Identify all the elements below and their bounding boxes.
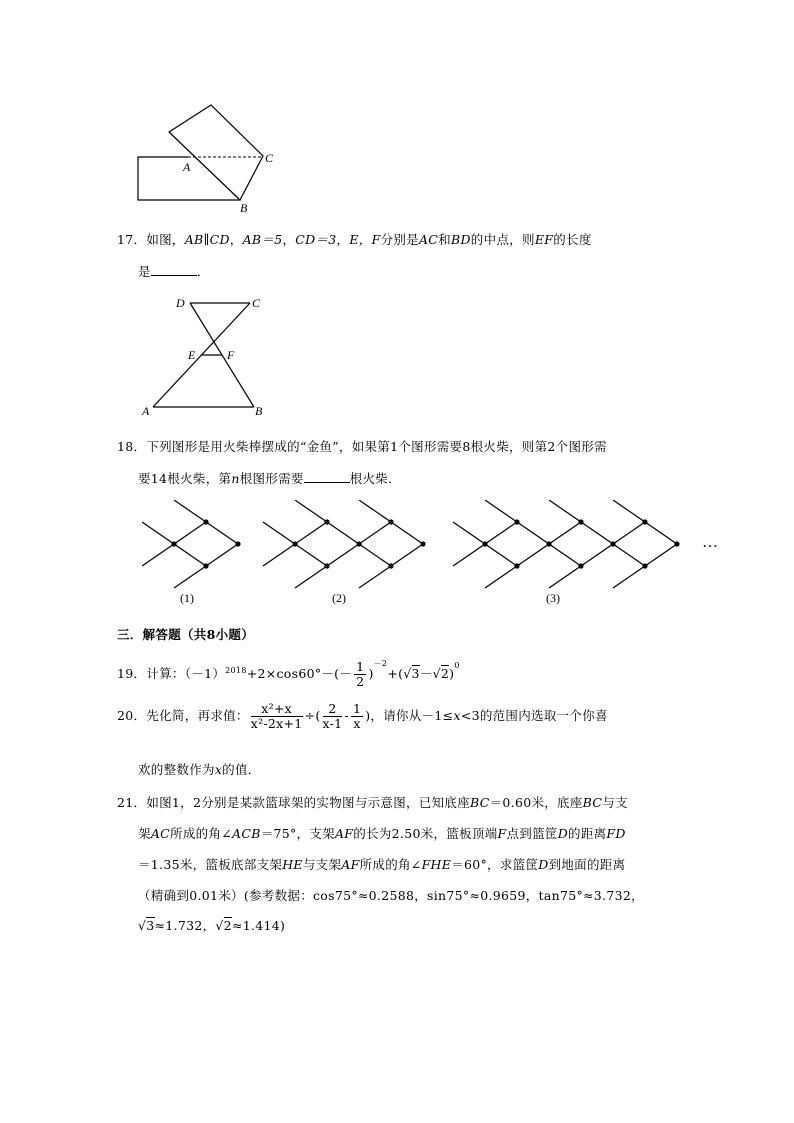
q18-line2-a: 要14根火柴，第 [138, 471, 232, 486]
q21-ac: AC [150, 826, 171, 841]
q18-number: 18． [117, 439, 147, 454]
fish-figures [142, 500, 680, 588]
fish-2-seg0-c [327, 522, 359, 544]
q18-caption-3: (3) [546, 591, 560, 605]
fish-2-seg1-top [359, 500, 391, 522]
fish-1-dot-head [235, 541, 240, 546]
q21-line3-c: 所成的角∠ [359, 857, 422, 872]
fish-3-dot-top-0 [514, 519, 519, 524]
fish-2-seg1-bottom [359, 566, 391, 588]
q21-line2-d: 的长为2.50米，篮板顶端 [353, 826, 498, 841]
q17-text2: 分别是 [380, 232, 419, 247]
q20-frac1 [251, 702, 303, 731]
fish-2-seg0-top [295, 500, 327, 522]
q20-close: )，请你从－1≤ [365, 708, 454, 723]
q21-radical-2: √2 [215, 918, 232, 933]
q20-frac3 [351, 702, 363, 731]
fish-3-seg1-d [581, 544, 613, 566]
q21-af2: AF [341, 857, 360, 872]
q21-line1-b: ＝0.60米，底座 [489, 795, 583, 810]
q21-line5-b: ≈1.732， [154, 918, 216, 933]
q21-radical-3: √3 [138, 918, 155, 933]
q21-line2-a: 架 [138, 826, 151, 841]
fig17-label-d: D [176, 296, 185, 310]
q17-text4: 的中点，则 [470, 232, 535, 247]
q18-line1 [117, 437, 607, 455]
q17-sep3: ， [336, 232, 350, 247]
fish-2-dot-bottom-0 [324, 563, 329, 568]
q17-sep: ， [229, 232, 243, 247]
q20-den3: x [353, 716, 361, 731]
q19-fraction [354, 660, 366, 689]
fig17-label-f: F [227, 348, 235, 362]
fish-3-dot-1 [546, 541, 551, 546]
q19-base: （－1） [184, 666, 226, 681]
q20-line2-x: x [214, 762, 223, 777]
q17-ab: AB＝5 [242, 232, 283, 247]
q18-answer-blank[interactable] [304, 470, 350, 483]
q19-minus: － [419, 666, 433, 681]
q17-answer-blank[interactable] [151, 263, 197, 276]
q20-number: 20． [117, 708, 147, 723]
q20-div: ÷( [304, 708, 321, 723]
q18-ellipsis: … [702, 534, 718, 551]
q21-line3-b: 与支架 [302, 857, 342, 872]
fish-1-tail-bottom [142, 544, 174, 566]
fish-3-seg1-c [581, 522, 613, 544]
fish-3-dot-2 [610, 541, 615, 546]
q20-minus: - [344, 708, 349, 723]
q19-frac-num: 1 [356, 659, 365, 674]
fish-1-tail-top [142, 522, 174, 544]
fig16-diagonal [169, 132, 240, 200]
q20-line2-a: 欢的整数作为 [138, 762, 215, 777]
fish-3-seg0-b [485, 544, 517, 566]
q19-label: 计算： [146, 666, 185, 681]
fish-1-dot-0 [171, 541, 176, 546]
q21-line2-c: ＝75°，支架 [260, 826, 335, 841]
fish-3-seg2-d [645, 544, 677, 566]
q21-line1-c: 与支 [602, 795, 628, 810]
q19-part4: +( [387, 666, 404, 681]
q18-caption-1: (1) [180, 591, 194, 605]
q21-d2: D [538, 857, 549, 872]
fish-3-seg1-b [549, 544, 581, 566]
fig17-label-e: E [188, 348, 196, 362]
q21-f: F [497, 826, 507, 841]
q21-line3 [138, 855, 625, 873]
q17-ef: E，F [349, 232, 381, 247]
q19-part3: ) [368, 666, 374, 681]
q20-den2: x-1 [322, 716, 343, 731]
q21-bc: BC [470, 795, 490, 810]
q19-part5: ) [449, 666, 455, 681]
fish-3-seg1-a [549, 522, 581, 544]
q17-text5: 的长度 [553, 232, 592, 247]
q17-line1 [117, 230, 592, 248]
q21-line3-d: ＝60°，求篮筐 [451, 857, 539, 872]
fish-3-dot-0 [482, 541, 487, 546]
q19-radical-3: √3 [403, 666, 420, 681]
fish-1-seg0-d [206, 544, 238, 566]
fish-1-seg0-a [174, 522, 206, 544]
q21-line4: （精确到0.01米）(参考数据：cos75°≈0.2588，sin75°≈0.9659，tan75°≈3.732， [138, 888, 644, 903]
q17-ac: AC [418, 232, 439, 247]
q19-line [117, 658, 460, 689]
fish-3-seg2-c [645, 522, 677, 544]
fish-2-dot-top-1 [388, 519, 393, 524]
q21-line2-e: 点到篮筐 [506, 826, 558, 841]
q17-text3: 和 [438, 232, 451, 247]
q21-af: AF [334, 826, 354, 841]
q20-den1: x²-2x+1 [250, 716, 303, 731]
fish-1-seg0-b [174, 544, 206, 566]
fish-2-dot-0 [292, 541, 297, 546]
fish-3-tail-top [453, 522, 485, 544]
fish-3-dot-bottom-2 [642, 563, 647, 568]
fish-3-dot-bottom-0 [514, 563, 519, 568]
q20-num2: 2 [323, 702, 343, 717]
q17-ab-cd: AB∥CD [184, 232, 230, 247]
q21-number: 21． [117, 795, 147, 810]
q21-line2-b: 所成的角∠ [170, 826, 232, 841]
fish-3-seg0-top [485, 500, 517, 522]
q20-x: x [453, 708, 461, 723]
fish-1-dot-top-0 [203, 519, 208, 524]
fish-2-seg0-d [327, 544, 359, 566]
fish-3-dot-head [674, 541, 679, 546]
q19-number: 19． [117, 666, 147, 681]
fish-2-seg0-b [295, 544, 327, 566]
q18-line2-c: 根火柴． [349, 471, 401, 486]
fish-2-seg1-b [359, 544, 391, 566]
fig17-label-c: C [252, 296, 261, 310]
q17-cd: CD＝3 [295, 232, 337, 247]
figure-q16 [130, 100, 290, 220]
q18-line2 [138, 469, 401, 487]
fish-2-dot-1 [356, 541, 361, 546]
fish-2-seg0-bottom [295, 566, 327, 588]
fish-3-seg1-bottom [549, 566, 581, 588]
fig16-tilted-rect [169, 105, 263, 200]
q19-exp1: 2018 [225, 665, 247, 675]
q21-line1 [117, 793, 628, 811]
q20-num3: 1 [352, 701, 362, 716]
q19-frac-den: 2 [356, 674, 365, 689]
q20-frac2 [323, 702, 343, 731]
q17-line2-text: 是 [138, 264, 151, 279]
q21-line5 [138, 916, 285, 934]
q17-bd: BD [450, 232, 471, 247]
fish-3-seg0-c [517, 522, 549, 544]
fish-3-seg2-a [613, 522, 645, 544]
section3-title: 三．解答题（共8小题） [117, 627, 254, 642]
q17-ef2: EF [534, 232, 554, 247]
fish-3-dot-bottom-1 [578, 563, 583, 568]
fish-1-seg0-bottom [174, 566, 206, 588]
fish-2-dot-bottom-1 [388, 563, 393, 568]
fish-2-tail-bottom [263, 544, 295, 566]
fig16-label-a: A [183, 160, 191, 174]
q21-fd: FD [606, 826, 626, 841]
q19-sqrt2: 2 [440, 666, 450, 681]
fish-3-tail-bottom [453, 544, 485, 566]
q19-exp3: 0 [454, 661, 460, 670]
q21-line3-e: 到地面的距离 [548, 857, 626, 872]
q19-radical-2: √2 [432, 666, 450, 681]
q20-line1 [117, 702, 608, 731]
fish-1-seg0-c [206, 522, 238, 544]
fish-1-dot-bottom-0 [203, 563, 208, 568]
fig16-label-b: B [240, 201, 248, 215]
q20-tail: <3的范围内选取一个你喜 [460, 708, 608, 723]
q18-line2-b: 根图形需要 [239, 471, 304, 486]
fish-3-seg1-top [549, 500, 581, 522]
fish-2-seg0-a [295, 522, 327, 544]
q21-sqrt3: 3 [146, 918, 155, 933]
fish-3-seg0-d [517, 544, 549, 566]
fish-2-dot-top-0 [324, 519, 329, 524]
q21-line3-a: ＝1.35米，篮板底部支架 [138, 857, 283, 872]
fish-2-seg1-d [391, 544, 423, 566]
q17-line2 [138, 262, 210, 280]
q18-n: n [231, 471, 240, 486]
q21-line5-d: ≈1.414) [231, 918, 286, 933]
q20-line2 [138, 760, 261, 778]
fish-3-seg2-top [613, 500, 645, 522]
q20-label: 先化简，再求值： [146, 708, 249, 723]
figure-q17 [138, 292, 278, 422]
fish-3-dot-top-1 [578, 519, 583, 524]
figure-q18 [130, 500, 740, 610]
q17-text: 如图， [146, 232, 185, 247]
q17-number: 17． [117, 232, 147, 247]
q19-exp2: －2 [373, 659, 388, 668]
fish-2-seg1-a [359, 522, 391, 544]
q21-line1-a: 如图1，2分别是某款篮球架的实物图与示意图，已知底座 [146, 795, 471, 810]
fish-3-seg0-bottom [485, 566, 517, 588]
fish-3-seg2-bottom [613, 566, 645, 588]
q18-line1-text: 下列图形是用火柴棒摆成的“金鱼”，如果第1个图形需要8根火柴，则第2个图形需 [146, 439, 607, 454]
q17-line2-end: ． [196, 264, 210, 279]
q18-caption-2: (2) [332, 591, 346, 605]
q21-sqrt2: 2 [223, 918, 232, 933]
q17-sep2: ， [282, 232, 296, 247]
fish-2-dot-head [420, 541, 425, 546]
q21-line2 [138, 824, 626, 842]
fish-3-seg2-b [613, 544, 645, 566]
fish-1-seg0-top [174, 500, 206, 522]
q21-fhe: FHE [421, 857, 452, 872]
fish-2-seg1-c [391, 522, 423, 544]
q21-line2-f: 的距离 [568, 826, 607, 841]
fig16-label-c: C [265, 151, 274, 165]
q21-he: HE [282, 857, 303, 872]
q20-line2-b: 的值． [222, 762, 261, 777]
q21-bc2: BC [582, 795, 603, 810]
q19-sqrt3: 3 [411, 666, 420, 681]
q20-num1: x²+x [251, 702, 303, 717]
q21-acb: ACB [232, 826, 261, 841]
q21-d: D [557, 826, 569, 841]
q19-part2: +2×cos60°－(－ [246, 666, 353, 681]
fish-2-tail-top [263, 522, 295, 544]
fish-3-dot-top-2 [642, 519, 647, 524]
fish-3-seg0-a [485, 522, 517, 544]
fig17-label-b: B [255, 404, 263, 418]
fig17-label-a: A [142, 404, 150, 418]
